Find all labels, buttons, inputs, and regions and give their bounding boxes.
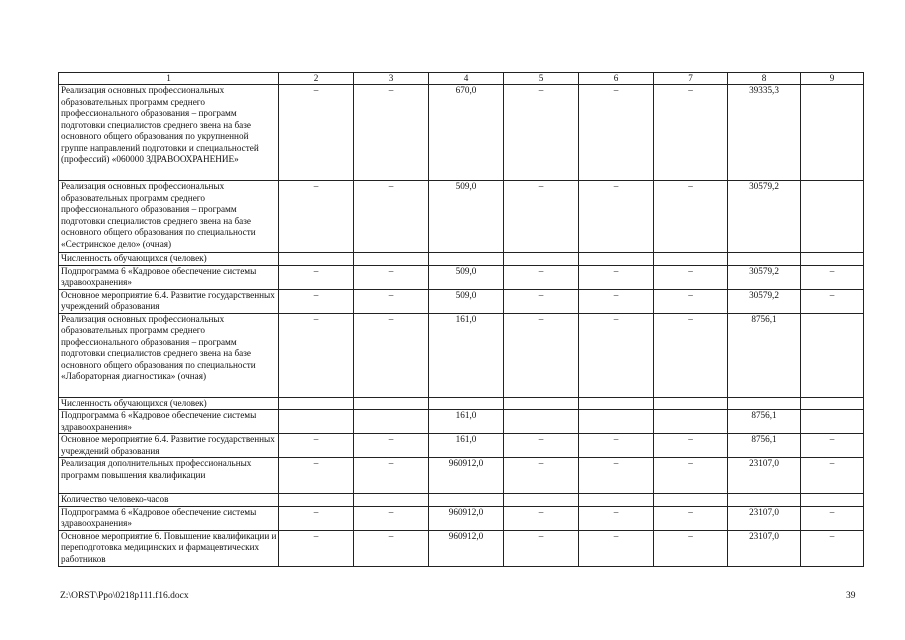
table-cell: – [279, 434, 354, 458]
table-cell [654, 494, 728, 507]
table-cell: – [801, 458, 864, 494]
table-cell: – [654, 289, 728, 313]
table-row [59, 397, 864, 410]
table-row [59, 530, 864, 566]
column-header: 4 [429, 73, 504, 85]
table-cell: – [654, 85, 728, 181]
table-cell: 960912,0 [429, 458, 504, 494]
table-cell [354, 494, 429, 507]
table-cell [279, 397, 354, 410]
table-cell [354, 253, 429, 266]
table-cell: – [354, 530, 429, 566]
table-cell: – [579, 506, 654, 530]
table-cell [654, 253, 728, 266]
table-cell [429, 494, 504, 507]
row-label-cell: Основное мероприятие 6. Повышение квалификации и переподготовка медицинских и фармацевтических работников [59, 530, 279, 566]
footer-page-number: 39 [846, 591, 856, 601]
table-row [59, 434, 864, 458]
table-cell [654, 410, 728, 434]
table-row [59, 181, 864, 253]
table-row [59, 289, 864, 313]
table-cell: 960912,0 [429, 506, 504, 530]
table-row [59, 410, 864, 434]
table-cell [654, 397, 728, 410]
row-label-cell: Численность обучающихся (человек) [59, 397, 279, 410]
table-cell [801, 181, 864, 253]
column-header: 9 [801, 73, 864, 85]
table-row [59, 85, 864, 181]
column-header: 3 [354, 73, 429, 85]
table-cell: – [504, 458, 579, 494]
table-cell: – [354, 181, 429, 253]
table-cell [279, 253, 354, 266]
table-cell: 39335,3 [728, 85, 801, 181]
table-cell [728, 397, 801, 410]
table-cell: – [654, 506, 728, 530]
table-cell: – [354, 85, 429, 181]
row-label-cell: Основное мероприятие 6.4. Развитие государственных учреждений образования [59, 289, 279, 313]
table-cell [354, 397, 429, 410]
table-cell: – [354, 434, 429, 458]
table-cell [279, 410, 354, 434]
table-cell [579, 410, 654, 434]
table-cell: – [801, 289, 864, 313]
table-cell [504, 410, 579, 434]
table-cell: – [504, 434, 579, 458]
table-cell: – [654, 313, 728, 397]
table-cell: – [504, 265, 579, 289]
table-cell [801, 494, 864, 507]
table-cell: 8756,1 [728, 434, 801, 458]
table-row [59, 253, 864, 266]
table-cell [728, 494, 801, 507]
table-cell [801, 410, 864, 434]
table-cell: 509,0 [429, 181, 504, 253]
table-cell [579, 397, 654, 410]
table-cell: – [279, 265, 354, 289]
table-cell: – [504, 289, 579, 313]
table-cell [579, 494, 654, 507]
table-cell [728, 253, 801, 266]
column-header: 7 [654, 73, 728, 85]
table-header-row [59, 73, 864, 85]
table-row [59, 506, 864, 530]
table-cell: 161,0 [429, 434, 504, 458]
table-cell: – [504, 313, 579, 397]
table-cell [504, 253, 579, 266]
table-cell [504, 494, 579, 507]
table-cell: 8756,1 [728, 313, 801, 397]
footer-file-path: Z:\ORST\Ppo\0218p111.f16.docx [60, 591, 189, 601]
table-cell [354, 410, 429, 434]
table-cell: – [579, 458, 654, 494]
row-label-cell: Реализация основных профессиональных образовательных программ среднего профессионального образования – программ подготовки специалистов среднего звена на базе основного общего образования по специальности «Лабораторная диагностика» (очная) [59, 313, 279, 397]
table-cell: 670,0 [429, 85, 504, 181]
table-row [59, 458, 864, 494]
row-label-cell: Реализация дополнительных профессиональных программ повышения квалификации [59, 458, 279, 494]
row-label-cell: Подпрограмма 6 «Кадровое обеспечение системы здравоохранения» [59, 265, 279, 289]
table-cell: 23107,0 [728, 506, 801, 530]
table-cell: – [279, 289, 354, 313]
table-cell: – [354, 458, 429, 494]
table-cell [801, 85, 864, 181]
table-cell [429, 397, 504, 410]
table-cell: – [654, 458, 728, 494]
table-cell: – [279, 85, 354, 181]
table-cell: – [654, 181, 728, 253]
table-cell: 161,0 [429, 410, 504, 434]
table-cell: 23107,0 [728, 458, 801, 494]
table-cell [801, 313, 864, 397]
table-row [59, 313, 864, 397]
data-table [58, 72, 864, 567]
table-cell: – [354, 265, 429, 289]
table-cell: – [801, 530, 864, 566]
table-cell: – [279, 506, 354, 530]
row-label-cell: Подпрограмма 6 «Кадровое обеспечение системы здравоохранения» [59, 506, 279, 530]
table-cell: – [279, 181, 354, 253]
table-cell: – [801, 434, 864, 458]
table-cell: – [579, 85, 654, 181]
table-cell: 960912,0 [429, 530, 504, 566]
table-cell: – [579, 530, 654, 566]
table-cell: – [654, 530, 728, 566]
table-cell: – [579, 265, 654, 289]
column-header: 8 [728, 73, 801, 85]
table-cell [579, 253, 654, 266]
table-cell: – [279, 458, 354, 494]
table-cell: – [801, 265, 864, 289]
table-cell [801, 253, 864, 266]
table-cell: 30579,2 [728, 265, 801, 289]
row-label-cell: Подпрограмма 6 «Кадровое обеспечение системы здравоохранения» [59, 410, 279, 434]
table-cell: – [654, 265, 728, 289]
table-cell: 509,0 [429, 289, 504, 313]
table-cell: – [504, 85, 579, 181]
table-cell: – [504, 506, 579, 530]
table-cell [801, 397, 864, 410]
table-cell: 8756,1 [728, 410, 801, 434]
table-cell: – [504, 530, 579, 566]
column-header: 2 [279, 73, 354, 85]
table-cell: – [579, 289, 654, 313]
table-cell [279, 494, 354, 507]
table-cell: – [279, 530, 354, 566]
table-cell: – [354, 506, 429, 530]
table-cell: – [579, 313, 654, 397]
table-cell: 509,0 [429, 265, 504, 289]
row-label-cell: Количество человеко-часов [59, 494, 279, 507]
table-cell: – [354, 313, 429, 397]
table-cell: – [279, 313, 354, 397]
row-label-cell: Реализация основных профессиональных образовательных программ среднего профессионального образования – программ подготовки специалистов среднего звена на базе основного общего образования по специальности «Сестринское дело» (очная) [59, 181, 279, 253]
row-label-cell: Основное мероприятие 6.4. Развитие государственных учреждений образования [59, 434, 279, 458]
table-cell: 161,0 [429, 313, 504, 397]
table-cell: – [579, 434, 654, 458]
table-cell [429, 253, 504, 266]
table-cell: – [801, 506, 864, 530]
table-cell: 30579,2 [728, 289, 801, 313]
row-label-cell: Реализация основных профессиональных образовательных программ среднего профессионального образования – программ подготовки специалистов среднего звена на базе основного общего образования по укрупненной группе направлений подготовки и специальностей (профессий) «060000 ЗДРАВООХРАНЕНИЕ» [59, 85, 279, 181]
row-label-cell: Численность обучающихся (человек) [59, 253, 279, 266]
table-cell: – [354, 289, 429, 313]
column-header: 5 [504, 73, 579, 85]
table-cell: 23107,0 [728, 530, 801, 566]
table-cell: – [579, 181, 654, 253]
table-cell: – [504, 181, 579, 253]
table-row [59, 494, 864, 507]
column-header: 1 [59, 73, 279, 85]
table-cell: – [654, 434, 728, 458]
column-header: 6 [579, 73, 654, 85]
table-cell: 30579,2 [728, 181, 801, 253]
table-cell [504, 397, 579, 410]
table-row [59, 265, 864, 289]
